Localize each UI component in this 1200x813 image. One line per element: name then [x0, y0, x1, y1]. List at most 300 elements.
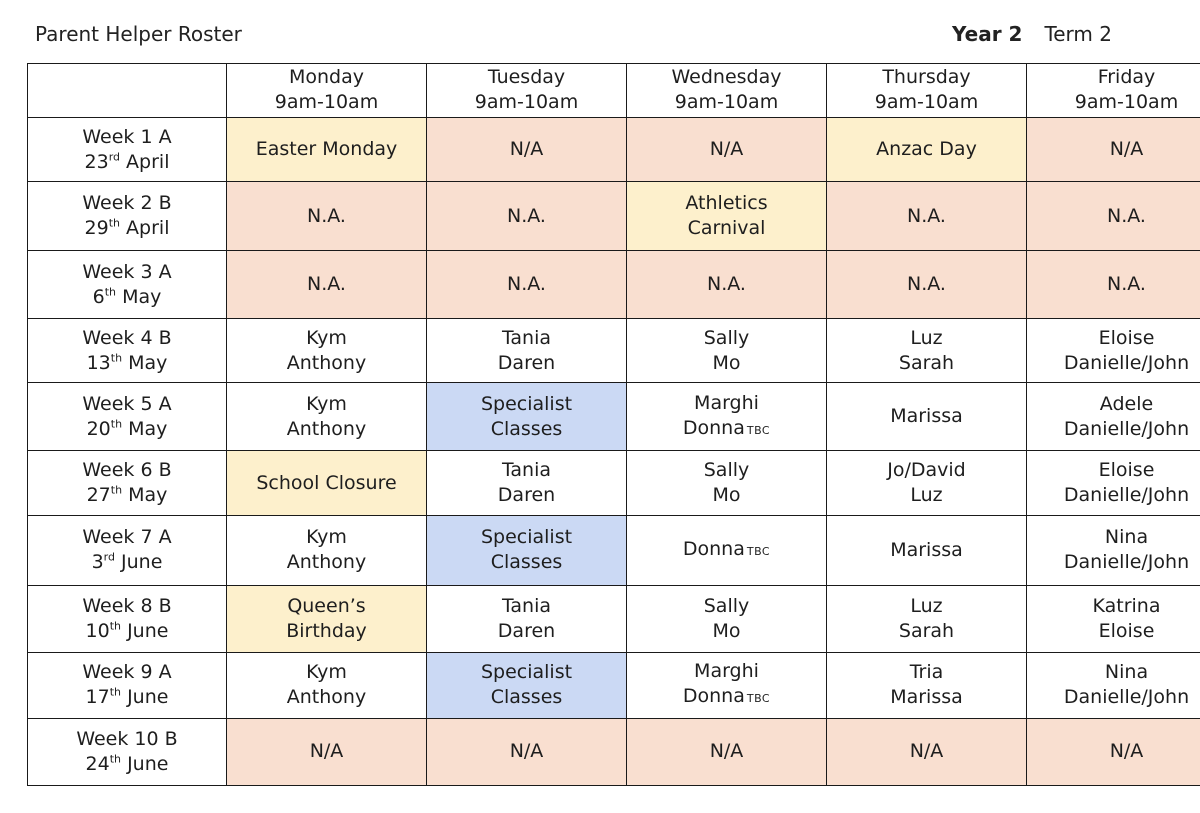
roster-cell-wednesday — [627, 718, 827, 785]
helper-name — [631, 216, 822, 241]
cell-text: Tania — [501, 594, 552, 617]
roster-cell-tuesday — [427, 383, 627, 451]
week-label-cell — [28, 251, 227, 319]
week-label: Week 8 B — [82, 594, 172, 617]
cell-text: N/A — [1109, 740, 1144, 763]
cell-text: Kym — [306, 526, 347, 549]
helper-name — [431, 137, 622, 162]
helper-name — [631, 416, 822, 443]
cell-text: Danielle/John — [1063, 484, 1190, 507]
cell-text: Luz — [910, 484, 943, 507]
week-row — [28, 585, 1200, 652]
cell-text: Sarah — [898, 351, 955, 374]
roster-cell-monday — [227, 383, 427, 451]
tbc-note: TBC — [746, 544, 771, 558]
roster-cell-monday — [227, 585, 427, 652]
cell-text: Marissa — [890, 538, 963, 561]
week-date-month: June — [121, 551, 163, 574]
cell-text: Anthony — [286, 417, 367, 440]
roster-cell-wednesday — [627, 251, 827, 319]
cell-text: Tria — [909, 661, 944, 684]
week-date-suffix: th — [110, 351, 123, 365]
week-date-day: 17 — [85, 686, 110, 709]
week-date-month: May — [122, 285, 162, 308]
week-row — [28, 515, 1200, 585]
cell-text: N.A. — [307, 273, 346, 296]
term-label: Term 2 — [1044, 22, 1112, 46]
week-row — [28, 718, 1200, 785]
roster-cell-wednesday — [627, 652, 827, 718]
helper-name — [831, 685, 1022, 710]
roster-cell-monday — [227, 451, 427, 515]
helper-name — [231, 660, 422, 685]
helper-name — [1031, 550, 1200, 575]
cell-text: Kym — [306, 326, 347, 349]
roster-cell-friday — [1027, 585, 1200, 652]
year-label: Year 2 — [951, 22, 1023, 46]
helper-name — [431, 594, 622, 619]
day-name: Thursday — [882, 66, 971, 88]
day-header-monday — [227, 64, 427, 118]
helper-name — [231, 351, 422, 376]
helper-name — [1031, 272, 1200, 297]
week-date — [32, 619, 222, 644]
helper-name — [831, 458, 1022, 483]
day-header-friday — [1027, 64, 1200, 118]
helper-name — [1031, 392, 1200, 417]
helper-name — [231, 272, 422, 297]
week-date-day: 20 — [86, 417, 111, 440]
helper-name — [431, 351, 622, 376]
helper-name — [831, 204, 1022, 229]
cell-text: Anthony — [286, 686, 367, 709]
cell-text: Anthony — [286, 351, 367, 374]
cell-text: Marghi — [694, 660, 759, 683]
corner-cell — [28, 64, 227, 118]
helper-name — [831, 619, 1022, 644]
helper-name — [231, 392, 422, 417]
week-date-suffix: rd — [103, 550, 115, 564]
roster-cell-wednesday — [627, 319, 827, 383]
week-date-day: 10 — [85, 619, 110, 642]
roster-cell-tuesday — [427, 182, 627, 251]
week-label-cell — [28, 718, 227, 785]
cell-text: N.A. — [507, 204, 546, 227]
cell-text: N.A. — [307, 204, 346, 227]
helper-name — [1031, 619, 1200, 644]
roster-title: Parent Helper Roster — [35, 22, 242, 46]
cell-text: Luz — [910, 594, 943, 617]
cell-text: Marissa — [890, 686, 963, 709]
helper-name — [831, 404, 1022, 429]
roster-cell-thursday — [827, 383, 1027, 451]
helper-name — [631, 351, 822, 376]
cell-text: Mo — [712, 351, 741, 374]
roster-cell-monday — [227, 652, 427, 718]
helper-name — [231, 417, 422, 442]
helper-name — [231, 594, 422, 619]
helper-name — [231, 619, 422, 644]
cell-text: N.A. — [1107, 204, 1146, 227]
roster-cell-tuesday — [427, 118, 627, 182]
week-row — [28, 652, 1200, 718]
helper-name — [431, 204, 622, 229]
cell-text: School Closure — [256, 471, 397, 494]
helper-name — [631, 391, 822, 416]
cell-text: Nina — [1104, 526, 1149, 549]
roster-body — [28, 118, 1200, 786]
week-label-cell — [28, 182, 227, 251]
cell-text: Carnival — [687, 217, 766, 240]
day-header-wednesday — [627, 64, 827, 118]
cell-text: Mo — [712, 484, 741, 507]
week-date-month: May — [128, 351, 168, 374]
week-date — [32, 417, 222, 442]
cell-text: N/A — [509, 740, 544, 763]
week-date-day: 6 — [92, 285, 105, 308]
roster-cell-tuesday — [427, 585, 627, 652]
helper-name — [431, 525, 622, 550]
week-label-cell — [28, 515, 227, 585]
roster-cell-monday — [227, 251, 427, 319]
helper-name — [1031, 204, 1200, 229]
helper-name — [831, 739, 1022, 764]
helper-name — [631, 272, 822, 297]
week-date-day: 13 — [86, 351, 111, 374]
week-label: Week 2 B — [82, 192, 172, 215]
cell-text: Danielle/John — [1063, 686, 1190, 709]
day-time: 9am-10am — [874, 91, 979, 113]
cell-text: Kym — [306, 661, 347, 684]
cell-text: Athletics — [685, 192, 768, 215]
week-label: Week 3 A — [82, 260, 172, 283]
cell-text: N/A — [509, 138, 544, 161]
cell-text: N/A — [1109, 138, 1144, 161]
week-row — [28, 182, 1200, 251]
week-date-day: 29 — [84, 217, 109, 240]
cell-text: N.A. — [907, 273, 946, 296]
cell-text: Donna — [682, 416, 745, 439]
roster-cell-thursday — [827, 451, 1027, 515]
week-date-month: June — [127, 686, 169, 709]
week-date-month: April — [126, 217, 170, 240]
cell-text: Specialist — [480, 392, 573, 415]
tbc-note: TBC — [746, 423, 771, 437]
week-label-cell — [28, 585, 227, 652]
helper-name — [231, 739, 422, 764]
cell-text: Classes — [490, 551, 563, 574]
week-row — [28, 383, 1200, 451]
week-row — [28, 319, 1200, 383]
week-date-suffix: rd — [108, 150, 120, 164]
cell-text: Donna — [682, 537, 745, 560]
day-time: 9am-10am — [274, 91, 379, 113]
week-date-day: 24 — [85, 752, 110, 775]
cell-text: Eloise — [1098, 459, 1155, 482]
helper-name — [1031, 660, 1200, 685]
cell-text: Donna — [682, 685, 745, 708]
cell-text: Danielle/John — [1063, 417, 1190, 440]
helper-name — [1031, 458, 1200, 483]
helper-name — [631, 684, 822, 711]
cell-text: Queen’s — [287, 594, 366, 617]
helper-name — [431, 326, 622, 351]
helper-name — [231, 326, 422, 351]
helper-name — [631, 659, 822, 684]
roster-cell-wednesday — [627, 182, 827, 251]
week-label-cell — [28, 652, 227, 718]
week-label-cell — [28, 451, 227, 515]
roster-cell-thursday — [827, 718, 1027, 785]
cell-text: N.A. — [1107, 273, 1146, 296]
cell-text: N/A — [309, 740, 344, 763]
week-date — [32, 285, 222, 310]
week-date-suffix: th — [110, 417, 123, 431]
week-date — [32, 351, 222, 376]
helper-name — [1031, 739, 1200, 764]
helper-name — [1031, 137, 1200, 162]
cell-text: Marghi — [694, 391, 759, 414]
day-name: Wednesday — [671, 66, 782, 88]
week-date-suffix: th — [104, 285, 117, 299]
roster-table — [27, 63, 1200, 786]
roster-cell-friday — [1027, 182, 1200, 251]
helper-name — [1031, 351, 1200, 376]
roster-cell-tuesday — [427, 319, 627, 383]
helper-name — [231, 137, 422, 162]
week-label: Week 5 A — [82, 392, 172, 415]
helper-name — [631, 137, 822, 162]
week-label: Week 10 B — [76, 727, 178, 750]
roster-cell-friday — [1027, 383, 1200, 451]
roster-cell-tuesday — [427, 451, 627, 515]
roster-cell-monday — [227, 182, 427, 251]
cell-text: Daren — [497, 619, 556, 642]
cell-text: Nina — [1104, 661, 1149, 684]
helper-name — [1031, 483, 1200, 508]
cell-text: Anzac Day — [876, 138, 977, 161]
cell-text: Sally — [703, 594, 750, 617]
helper-name — [631, 537, 822, 564]
roster-cell-friday — [1027, 718, 1200, 785]
week-label: Week 4 B — [82, 326, 172, 349]
cell-text: Specialist — [480, 661, 573, 684]
day-name: Friday — [1097, 66, 1156, 88]
cell-text: Eloise — [1098, 619, 1155, 642]
roster-cell-tuesday — [427, 515, 627, 585]
helper-name — [1031, 417, 1200, 442]
cell-text: N.A. — [907, 204, 946, 227]
roster-cell-tuesday — [427, 652, 627, 718]
cell-text: N.A. — [507, 273, 546, 296]
header-row — [28, 64, 1200, 118]
cell-text: Tania — [501, 326, 552, 349]
week-row — [28, 118, 1200, 182]
week-label: Week 1 A — [82, 125, 172, 148]
week-date-suffix: th — [109, 619, 122, 633]
cell-text: Easter Monday — [255, 138, 398, 161]
roster-cell-thursday — [827, 251, 1027, 319]
helper-name — [631, 458, 822, 483]
week-date-day: 3 — [91, 551, 104, 574]
helper-name — [431, 660, 622, 685]
cell-text: Danielle/John — [1063, 351, 1190, 374]
tbc-note: TBC — [746, 692, 771, 706]
helper-name — [631, 191, 822, 216]
week-label-cell — [28, 383, 227, 451]
roster-cell-wednesday — [627, 585, 827, 652]
roster-cell-friday — [1027, 515, 1200, 585]
day-header-thursday — [827, 64, 1027, 118]
roster-cell-monday — [227, 515, 427, 585]
roster-cell-thursday — [827, 319, 1027, 383]
cell-text: Mo — [712, 619, 741, 642]
helper-name — [831, 538, 1022, 563]
week-date-month: June — [127, 619, 169, 642]
day-time: 9am-10am — [474, 91, 579, 113]
cell-text: Daren — [497, 351, 556, 374]
week-date — [32, 483, 222, 508]
week-date-day: 23 — [84, 150, 109, 173]
week-label: Week 7 A — [82, 526, 172, 549]
cell-text: Anthony — [286, 551, 367, 574]
helper-name — [631, 619, 822, 644]
roster-cell-friday — [1027, 451, 1200, 515]
roster-cell-thursday — [827, 652, 1027, 718]
cell-text: N.A. — [707, 273, 746, 296]
helper-name — [631, 326, 822, 351]
roster-cell-thursday — [827, 585, 1027, 652]
week-date-month: June — [127, 752, 169, 775]
cell-text: Classes — [490, 417, 563, 440]
cell-text: N/A — [909, 740, 944, 763]
roster-cell-thursday — [827, 118, 1027, 182]
cell-text: Tania — [501, 459, 552, 482]
week-date — [32, 550, 222, 575]
week-date — [32, 685, 222, 710]
helper-name — [231, 471, 422, 496]
roster-cell-wednesday — [627, 118, 827, 182]
week-date — [32, 150, 222, 175]
helper-name — [431, 483, 622, 508]
cell-text: N/A — [709, 740, 744, 763]
day-name: Tuesday — [487, 66, 566, 88]
helper-name — [431, 619, 622, 644]
cell-text: Sally — [703, 326, 750, 349]
cell-text: Katrina — [1092, 594, 1161, 617]
helper-name — [831, 326, 1022, 351]
week-row — [28, 451, 1200, 515]
day-header-tuesday — [427, 64, 627, 118]
helper-name — [431, 739, 622, 764]
week-date-suffix: th — [110, 483, 123, 497]
helper-name — [831, 272, 1022, 297]
week-label: Week 6 B — [82, 459, 172, 482]
helper-name — [1031, 326, 1200, 351]
helper-name — [831, 483, 1022, 508]
roster-cell-wednesday — [627, 451, 827, 515]
helper-name — [831, 137, 1022, 162]
week-date-month: May — [128, 417, 168, 440]
week-date-suffix: th — [109, 685, 122, 699]
week-date — [32, 216, 222, 241]
cell-text: Kym — [306, 392, 347, 415]
roster-cell-thursday — [827, 515, 1027, 585]
cell-text: N/A — [709, 138, 744, 161]
cell-text: Jo/David — [887, 459, 966, 482]
roster-cell-tuesday — [427, 251, 627, 319]
cell-text: Sarah — [898, 619, 955, 642]
helper-name — [831, 594, 1022, 619]
helper-name — [1031, 525, 1200, 550]
roster-cell-friday — [1027, 319, 1200, 383]
week-date-month: May — [128, 484, 168, 507]
roster-meta — [952, 20, 1112, 48]
week-date-month: April — [126, 150, 170, 173]
roster-cell-friday — [1027, 652, 1200, 718]
week-row — [28, 251, 1200, 319]
day-time: 9am-10am — [1074, 91, 1179, 113]
roster-cell-friday — [1027, 251, 1200, 319]
cell-text: Classes — [490, 686, 563, 709]
helper-name — [1031, 594, 1200, 619]
helper-name — [231, 525, 422, 550]
helper-name — [631, 739, 822, 764]
week-label: Week 9 A — [82, 661, 172, 684]
cell-text: Luz — [910, 326, 943, 349]
week-date-suffix: th — [109, 752, 122, 766]
cell-text: Daren — [497, 484, 556, 507]
helper-name — [431, 272, 622, 297]
cell-text: Eloise — [1098, 326, 1155, 349]
helper-name — [431, 458, 622, 483]
roster-cell-monday — [227, 718, 427, 785]
roster-cell-wednesday — [627, 515, 827, 585]
week-label-cell — [28, 319, 227, 383]
helper-name — [431, 550, 622, 575]
cell-text: Adele — [1099, 392, 1154, 415]
cell-text: Specialist — [480, 526, 573, 549]
helper-name — [431, 417, 622, 442]
cell-text: Marissa — [890, 405, 963, 428]
helper-name — [231, 685, 422, 710]
cell-text: Birthday — [286, 619, 367, 642]
roster-cell-wednesday — [627, 383, 827, 451]
helper-name — [1031, 685, 1200, 710]
helper-name — [231, 550, 422, 575]
week-date-suffix: th — [108, 216, 120, 230]
helper-name — [231, 204, 422, 229]
roster-cell-thursday — [827, 182, 1027, 251]
helper-name — [431, 685, 622, 710]
roster-cell-friday — [1027, 118, 1200, 182]
day-name: Monday — [288, 66, 364, 88]
helper-name — [831, 351, 1022, 376]
week-date-day: 27 — [86, 484, 111, 507]
cell-text: Danielle/John — [1063, 551, 1190, 574]
roster-cell-tuesday — [427, 718, 627, 785]
day-time: 9am-10am — [674, 91, 779, 113]
week-label-cell — [28, 118, 227, 182]
helper-name — [431, 392, 622, 417]
helper-name — [831, 660, 1022, 685]
roster-cell-monday — [227, 118, 427, 182]
helper-name — [631, 594, 822, 619]
cell-text: Sally — [703, 459, 750, 482]
week-date — [32, 752, 222, 777]
roster-cell-monday — [227, 319, 427, 383]
helper-name — [631, 483, 822, 508]
